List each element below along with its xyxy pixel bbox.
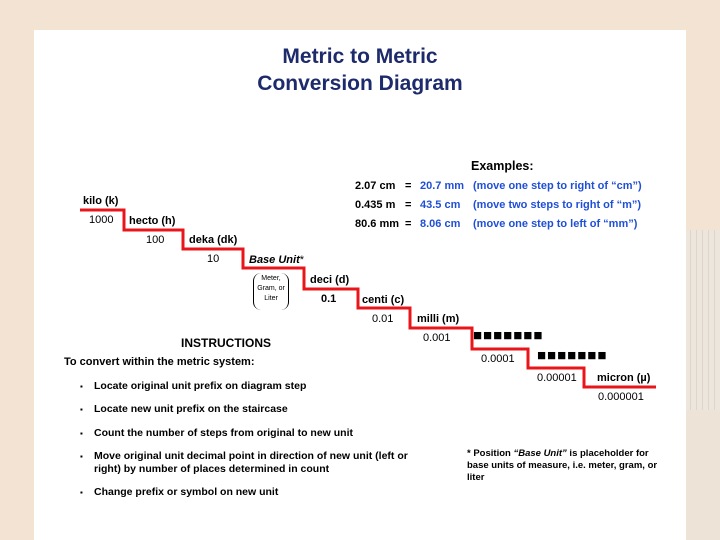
instructions-intro: To convert within the metric system: xyxy=(64,356,255,368)
examples-heading: Examples: xyxy=(471,159,534,173)
bullet-icon: ▪ xyxy=(80,382,83,391)
step-base-label: Base Unit xyxy=(249,254,300,266)
instruction-text-3: Count the number of steps from original to new unit xyxy=(94,427,353,439)
step-micron-value: 0.000001 xyxy=(598,391,644,403)
step-tenthousandth-value: 0.0001 xyxy=(481,353,515,365)
step-deci-value: 0.1 xyxy=(321,293,337,305)
ellipsis-dots-1: ■■■■■■■ xyxy=(473,327,544,344)
step-centi-value: 0.01 xyxy=(372,313,394,325)
example-3-answer: 8.06 cm xyxy=(420,218,461,230)
ellipsis-dots-2: ■■■■■■■ xyxy=(537,347,608,364)
example-1-answer: 20.7 mm xyxy=(420,180,465,192)
bracket-line-1: Meter, xyxy=(261,275,281,282)
step-deka-value: 10 xyxy=(207,253,220,265)
instruction-text-2: Locate new unit prefix on the staircase xyxy=(94,403,288,415)
step-base-unit xyxy=(249,254,304,266)
instructions-heading: INSTRUCTIONS xyxy=(181,336,271,350)
step-hecto-value: 100 xyxy=(146,234,165,246)
footnote-star: * xyxy=(467,448,471,459)
step-micron-label: micron (µ) xyxy=(597,372,651,384)
base-unit-footnote xyxy=(467,448,667,484)
bullet-icon: ▪ xyxy=(80,488,83,497)
bullet-icon: ▪ xyxy=(80,452,83,461)
bullet-icon: ▪ xyxy=(80,405,83,414)
bracket-line-3: Liter xyxy=(264,295,278,302)
instruction-text-5: Change prefix or symbol on new unit xyxy=(94,486,279,498)
example-2-note: (move two steps to right of “m”) xyxy=(473,199,642,211)
step-milli-value: 0.001 xyxy=(423,332,451,344)
bracket-line-2: Gram, or xyxy=(257,285,285,292)
instruction-text-1: Locate original unit prefix on diagram step xyxy=(94,380,307,392)
footnote-text-1: Position xyxy=(473,448,514,459)
example-3-note: (move one step to left of “mm”) xyxy=(473,218,638,230)
step-hundredthousandth-value: 0.00001 xyxy=(537,372,577,384)
footnote-italic: “Base Unit” xyxy=(513,448,567,459)
title-line-2: Conversion Diagram xyxy=(257,72,463,95)
example-3-given: 80.6 mm xyxy=(355,218,400,230)
title-line-1: Metric to Metric xyxy=(282,45,438,68)
step-deka-label: deka (dk) xyxy=(189,234,238,246)
step-kilo-value: 1000 xyxy=(89,214,114,226)
instruction-text-4: Move original unit decimal point in direction of new unit (left or right) by number of places determined in count xyxy=(94,450,408,475)
example-1-note: (move one step to right of “cm”) xyxy=(473,180,642,192)
step-kilo-label: kilo (k) xyxy=(83,195,119,207)
example-1-given: 2.07 cm xyxy=(355,180,396,192)
example-2-answer: 43.5 cm xyxy=(420,199,461,211)
example-1-equals: = xyxy=(405,180,412,192)
example-2-given: 0.435 m xyxy=(355,199,396,211)
example-3-equals: = xyxy=(405,218,412,230)
step-centi-label: centi (c) xyxy=(362,294,405,306)
step-milli-label: milli (m) xyxy=(417,313,460,325)
bullet-icon: ▪ xyxy=(80,429,83,438)
example-2-equals: = xyxy=(405,199,412,211)
step-base-star: * xyxy=(299,254,305,266)
step-deci-label: deci (d) xyxy=(310,274,350,286)
footnote-text-2: is placeholder for base units of measure, i.e. meter, gram, or liter xyxy=(467,448,658,483)
step-hecto-label: hecto (h) xyxy=(129,215,176,227)
base-unit-bracket xyxy=(253,273,289,310)
